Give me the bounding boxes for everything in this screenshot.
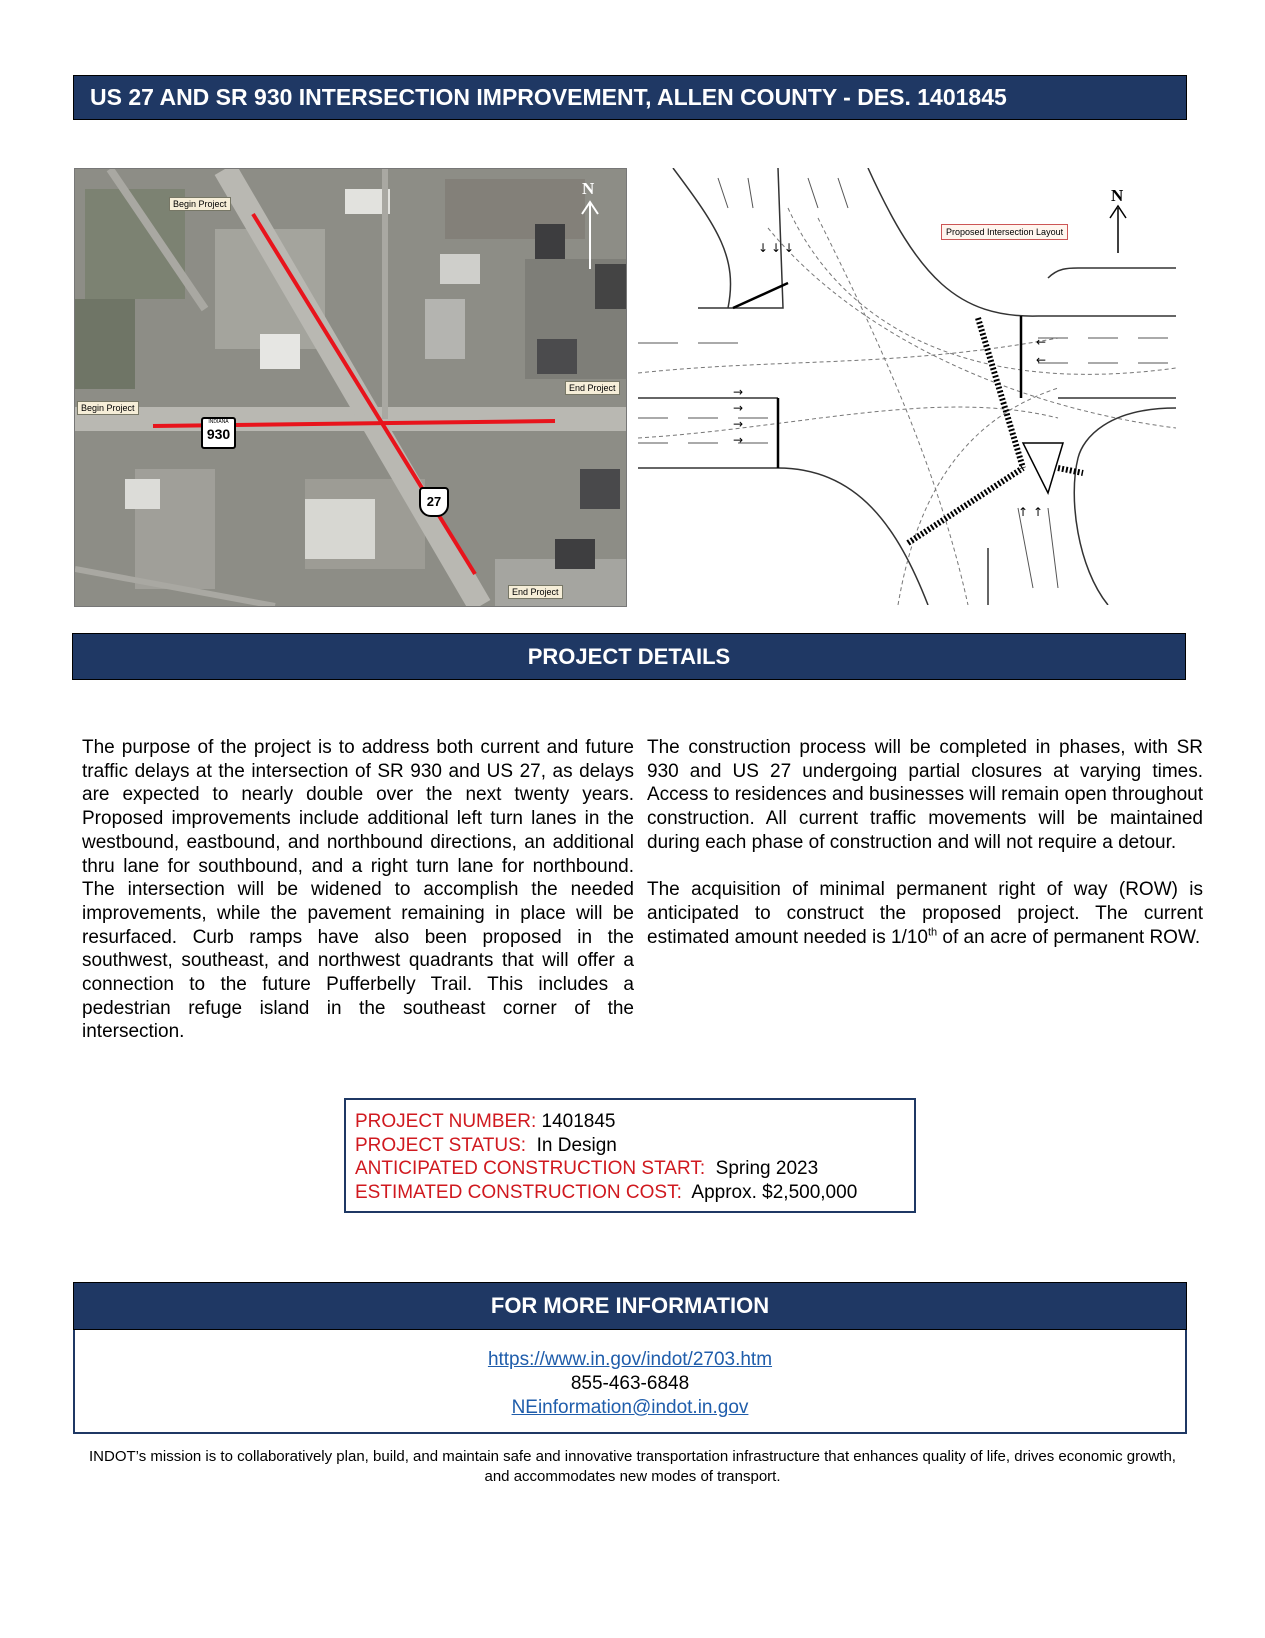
website-link[interactable]: https://www.in.gov/indot/2703.htm [487, 1349, 773, 1370]
end-project-label-right: End Project [565, 381, 620, 395]
mission-statement: INDOT’s mission is to collaboratively plan, build, and maintain safe and innovative transportation infrastructure that enhances quality of life, drives economic growth, and accommodates new modes of transport. [89, 1448, 1176, 1485]
begin-project-label-top: Begin Project [169, 197, 231, 211]
layout-caption: Proposed Intersection Layout [941, 224, 1068, 240]
begin-project-label-left: Begin Project [77, 401, 139, 415]
end-project-label-bottom: End Project [508, 585, 563, 599]
svg-text:→: → [733, 385, 744, 399]
project-details-header: PROJECT DETAILS [72, 633, 1186, 680]
aerial-map-graphic [75, 169, 626, 606]
layout-drawing-graphic [638, 168, 1176, 605]
svg-text:←: ← [1036, 335, 1047, 349]
phone-number: 855-463-6848 [570, 1373, 690, 1394]
project-number-row: PROJECT NUMBER: 1401845 [355, 1111, 616, 1132]
svg-text:←: ← [1036, 353, 1047, 367]
svg-text:↓: ↓ [771, 241, 782, 255]
project-status-row: PROJECT STATUS: In Design [355, 1134, 617, 1156]
email-link[interactable]: NEinformation@indot.in.gov [511, 1397, 749, 1418]
proposed-intersection-layout [638, 168, 1176, 605]
north-arrow-label: N [582, 179, 595, 198]
svg-text:→: → [733, 433, 744, 447]
project-summary-box [344, 1098, 916, 1213]
svg-text:↓: ↓ [784, 241, 795, 255]
construction-paragraph: The construction process will be completed in phases, with SR 930 and US 27 undergoing partial closures at varying times. Access to residences and businesses will remain open throughout construction. All current traffic movements will be maintained during each phase of construction and will not require a detour. [647, 737, 1203, 853]
construction-cost-row: ESTIMATED CONSTRUCTION COST: Approx. $2,500,000 [355, 1181, 858, 1203]
construction-column [647, 736, 1203, 949]
more-information-header: FOR MORE INFORMATION [73, 1282, 1187, 1330]
svg-text:↑: ↑ [1033, 505, 1044, 519]
purpose-column [82, 736, 634, 1044]
row-paragraph: The acquisition of minimal permanent right of way (ROW) is anticipated to construct the proposed project. The current estimated amount needed is 1/10th of an acre of permanent ROW. [647, 879, 1203, 948]
svg-text:→: → [733, 401, 744, 415]
aerial-project-map [74, 168, 627, 607]
svg-text:↑: ↑ [1018, 505, 1029, 519]
us27-shield-icon: 27 [419, 487, 449, 517]
svg-text:→: → [733, 417, 744, 431]
sr930-shield-icon: INDIANA 930 [201, 417, 236, 449]
contact-box [73, 1330, 1187, 1434]
page-title: US 27 AND SR 930 INTERSECTION IMPROVEMENT, ALLEN COUNTY - DES. 1401845 [73, 75, 1187, 120]
construction-start-row: ANTICIPATED CONSTRUCTION START: Spring 2023 [355, 1158, 819, 1179]
layout-north-label: N [1111, 186, 1124, 205]
purpose-paragraph: The purpose of the project is to address both current and future traffic delays at the intersection of SR 930 and US 27, as delays are expected to nearly double over the next twenty years. Proposed improvements include additional left turn lanes in the westbound, eastbound, and northbound directions, an additional thru lane for southbound, and a right turn lane for northbound. The intersection will be widened to accomplish the needed improvements, while the pavement remaining in place will be resurfaced. Curb ramps have also been proposed in the southwest, southeast, and northwest quadrants that will offer a connection to the future Pufferbelly Trail. This includes a pedestrian refuge island in the southeast corner of the intersection. [82, 737, 634, 1043]
svg-text:↓: ↓ [758, 241, 769, 255]
